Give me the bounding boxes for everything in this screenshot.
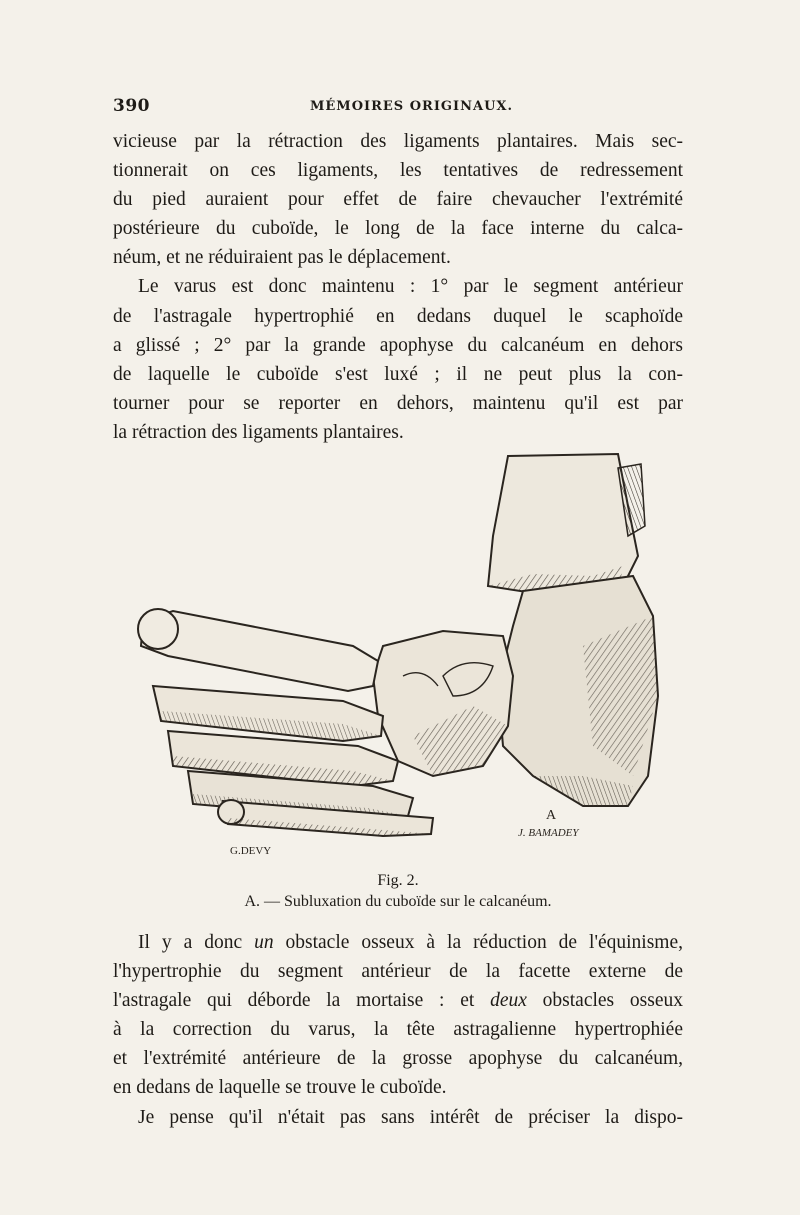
text-line: vicieuse par la rétraction des ligaments plantaires. Mais sec- — [113, 131, 683, 152]
text-line: tionnerait on ces ligaments, les tentatives de redressement — [113, 160, 683, 182]
text-line: a glissé ; 2° par la grande apophyse du calcanéum en dehors — [113, 334, 683, 356]
text-line: postérieure du cuboïde, le long de la face interne du calca- — [113, 218, 683, 240]
text-line: Je pense qu'il n'était pas sans intérêt de préciser la dispo- — [138, 1106, 683, 1128]
text-line: et l'extrémité antérieure de la grosse apophyse du calcanéum, — [113, 1048, 683, 1070]
page-header — [113, 96, 678, 120]
foot-skeleton-engraving — [113, 446, 683, 866]
text-line: en dedans de laquelle se trouve le cuboïde. — [113, 1077, 447, 1099]
paragraph-1 — [113, 127, 683, 447]
running-title: MÉMOIRES ORIGINAUX. — [310, 99, 514, 114]
text-line: Il y a donc un obstacle osseux à la réduction de l'équinisme, — [138, 932, 683, 953]
artist-signature: G.DEVY — [230, 845, 272, 857]
foot-bones-illustration — [113, 446, 683, 866]
engraver-signature: J. BAMADEY — [518, 827, 579, 839]
emphasis-un: un — [254, 932, 274, 953]
emphasis-deux: deux — [490, 990, 527, 1012]
text-line: néum, et ne réduiraient pas le déplacement. — [113, 247, 451, 269]
figure-number: Fig. 2. — [377, 872, 419, 889]
text-line: Le varus est donc maintenu : 1° par le segment antérieur — [138, 276, 683, 298]
page-number: 390 — [113, 96, 150, 116]
text-line: la rétraction des ligaments plantaires. — [113, 421, 404, 443]
text-line: l'hypertrophie du segment antérieur de la facette externe de — [113, 961, 683, 983]
text-line: à la correction du varus, la tête astragalienne hypertrophiée — [113, 1019, 683, 1041]
figure-caption: A. — Subluxation du cuboïde sur le calcanéum. — [244, 893, 552, 910]
text-line: de l'astragale hypertrophié en dedans duquel le scaphoïde — [113, 305, 683, 327]
text-line: l'astragale qui déborde la mortaise : et deux obstacles osseux — [113, 990, 683, 1012]
text-line: tourner pour se reporter en dehors, maintenu qu'il est par — [113, 392, 683, 414]
paragraph-3 — [113, 928, 683, 1132]
figure-label-a: A — [546, 808, 557, 823]
text-line: du pied auraient pour effet de faire chevaucher l'extrémité — [113, 189, 683, 211]
text-line: de laquelle le cuboïde s'est luxé ; il ne peut plus la con- — [113, 363, 683, 385]
